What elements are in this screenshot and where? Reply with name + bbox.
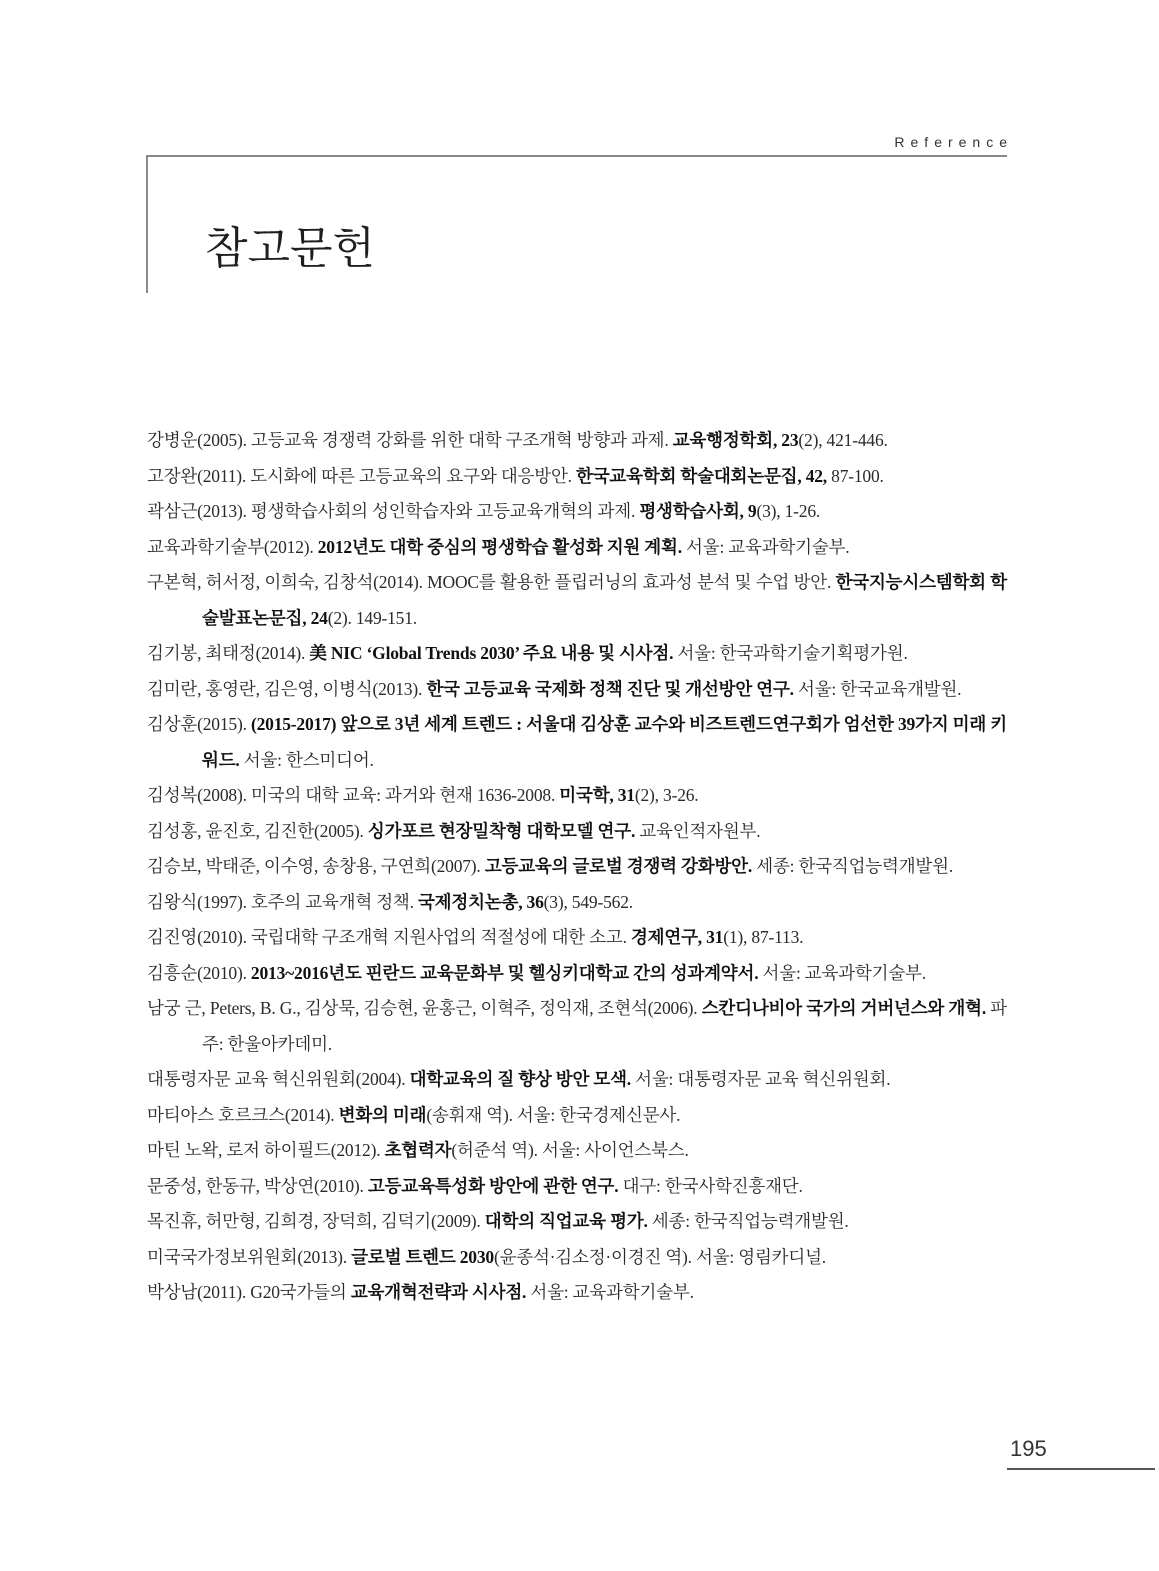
reference-text: 김흥순(2010). [147,962,251,983]
reference-text: (윤종석·김소정·이경진 역). 서울: 영림카디널. [493,1246,826,1267]
reference-entry [147,778,1007,814]
reference-text: (3), 1-26. [756,501,821,521]
reference-source-bold: 미국학, 31 [559,785,635,805]
reference-source-bold: 美 NIC ‘Global Trends 2030’ 주요 내용 및 시사점. [309,643,674,663]
reference-text: 마틴 노왁, 로저 하이필드(2012). [147,1140,385,1160]
reference-text: (2), 421-446. [798,430,888,450]
reference-source-bold: 평생학습사회, 9 [639,501,757,521]
reference-entry [147,956,1007,992]
reference-text: 남궁 근, Peters, B. G., 김상묵, 김승현, 윤홍근, 이혁주, 정익재, 조현석(2006). [147,998,702,1018]
reference-text: 서울: 교육과학기술부. [758,962,926,983]
reference-text: 서울: 교육과학기술부. [526,1282,694,1302]
reference-entry [147,459,1007,495]
reference-text: 김왕식(1997). 호주의 교육개혁 정책. [147,891,418,912]
reference-text: 구본혁, 허서정, 이희숙, 김창석(2014). MOOC를 활용한 플립러닝의 효과성 분석 및 수업 방안. [147,572,836,592]
reference-source-bold: 글로벌 트렌드 2030 [351,1246,494,1267]
reference-entry [147,1169,1007,1205]
page-title: 참고문헌 [205,223,376,274]
reference-text: 서울: 한국과학기술기획평가원. [673,643,908,663]
reference-source-bold: 고등교육의 글로벌 경쟁력 강화방안. [484,856,753,876]
reference-entry [147,565,1007,636]
reference-text: (2). 149-151. [327,607,417,628]
reference-entry [147,1275,1007,1311]
reference-text: 파주: 한울아카데미. [202,998,1007,1054]
reference-source-bold: 한국지능시스템학회 학술발표논문집, 24 [202,572,1007,628]
reference-entry [147,1240,1007,1276]
reference-source-bold: 한국교육학회 학술대회논문집, 42, [576,465,827,486]
page-number: 195 [1010,1436,1047,1461]
reference-source-bold: 국제정치논총, 36 [417,891,544,912]
reference-source-bold: 대학교육의 질 향상 방안 모색. [409,1069,631,1089]
reference-source-bold: 2012년도 대학 중심의 평생학습 활성화 지원 계획. [317,536,682,557]
reference-text: 서울: 한국교육개발원. [793,678,962,699]
reference-text: 김기봉, 최태정(2014). [147,643,310,663]
reference-source-bold: 한국 고등교육 국제화 정책 진단 및 개선방안 연구. [426,678,794,699]
reference-text: 미국국가정보위원회(2013). [147,1246,352,1267]
reference-source-bold: 경제연구, 31 [630,927,724,947]
page-number-rule [1007,1468,1155,1470]
reference-text: 교육인적자원부. [635,820,761,841]
reference-list [147,423,1007,1311]
reference-text: (2), 3-26. [634,785,699,805]
reference-text: 김성복(2008). 미국의 대학 교육: 과거와 현재 1636-2008. [147,785,560,805]
reference-entry [147,991,1007,1062]
reference-text: 대통령자문 교육 혁신위원회(2004). [147,1069,410,1089]
reference-source-bold: 변화의 미래 [338,1104,427,1125]
reference-text: 문중성, 한동규, 박상연(2010). [147,1175,368,1196]
reference-text: (송휘재 역). 서울: 한국경제신문사. [426,1104,681,1125]
reference-entry [147,494,1007,530]
reference-entry [147,1098,1007,1134]
reference-text: 김성홍, 윤진호, 김진한(2005). [147,820,368,841]
reference-text: 세종: 한국직업능력개발원. [647,1211,849,1231]
reference-source-bold: 교육개혁전략과 시사점. [350,1282,527,1302]
reference-text: 곽삼근(2013). 평생학습사회의 성인학습자와 고등교육개혁의 과제. [147,501,640,521]
reference-entry [147,849,1007,885]
reference-source-bold: 고등교육특성화 방안에 관한 연구. [367,1175,619,1196]
reference-text: (허준석 역). 서울: 사이언스북스. [451,1140,689,1160]
reference-entry [147,814,1007,850]
reference-entry [147,1062,1007,1098]
reference-entry [147,707,1007,778]
reference-text: 김미란, 홍영란, 김은영, 이병식(2013). [147,678,427,699]
reference-entry [147,1133,1007,1169]
reference-entry [147,885,1007,921]
reference-entry [147,423,1007,459]
reference-entry [147,1204,1007,1240]
reference-source-bold: 2013~2016년도 핀란드 교육문화부 및 헬싱키대학교 간의 성과계약서. [250,962,759,983]
header-rule [147,155,1007,157]
reference-source-bold: 싱가포르 현장밀착형 대학모델 연구. [367,820,636,841]
reference-text: 서울: 대통령자문 교육 혁신위원회. [630,1069,891,1089]
reference-text: 87-100. [826,465,884,486]
reference-text: 세종: 한국직업능력개발원. [752,856,954,876]
reference-entry [147,636,1007,672]
section-label: Reference [894,134,1013,150]
reference-entry [147,672,1007,708]
reference-text: 대구: 한국사학진흥재단. [618,1175,803,1196]
reference-text: 강병운(2005). 고등교육 경쟁력 강화를 위한 대학 구조개혁 방향과 과제. [147,430,673,450]
header-vertical-rule [146,155,148,293]
reference-entry [147,530,1007,566]
reference-source-bold: 대학의 직업교육 평가. [484,1211,648,1231]
reference-text: (1), 87-113. [723,927,804,947]
reference-text: 고장완(2011). 도시화에 따른 고등교육의 요구와 대응방안. [147,465,577,486]
reference-text: 박상남(2011). G20국가들의 [147,1282,351,1302]
reference-text: 서울: 한스미디어. [239,749,374,770]
reference-text: 김승보, 박태준, 이수영, 송창용, 구연희(2007). [147,856,485,876]
reference-source-bold: 스칸디나비아 국가의 거버넌스와 개혁. [701,998,987,1018]
reference-text: 교육과학기술부(2012). [147,536,318,557]
reference-source-bold: (2015-2017) 앞으로 3년 세계 트렌드 : 서울대 김상훈 교수와 비즈트렌드연구회가 엄선한 39가지 미래 키워드. [202,714,1007,770]
reference-entry [147,920,1007,956]
reference-text: 목진휴, 허만형, 김희경, 장덕희, 김덕기(2009). [147,1211,485,1231]
reference-text: (3), 549-562. [543,891,633,912]
reference-text: 김진영(2010). 국립대학 구조개혁 지원사업의 적절성에 대한 소고. [147,927,631,947]
reference-source-bold: 초협력자 [384,1140,452,1160]
reference-text: 김상훈(2015). [147,714,251,734]
reference-source-bold: 교육행정학회, 23 [672,430,799,450]
reference-text: 마티아스 호르크스(2014). [147,1104,339,1125]
reference-text: 서울: 교육과학기술부. [681,536,850,557]
